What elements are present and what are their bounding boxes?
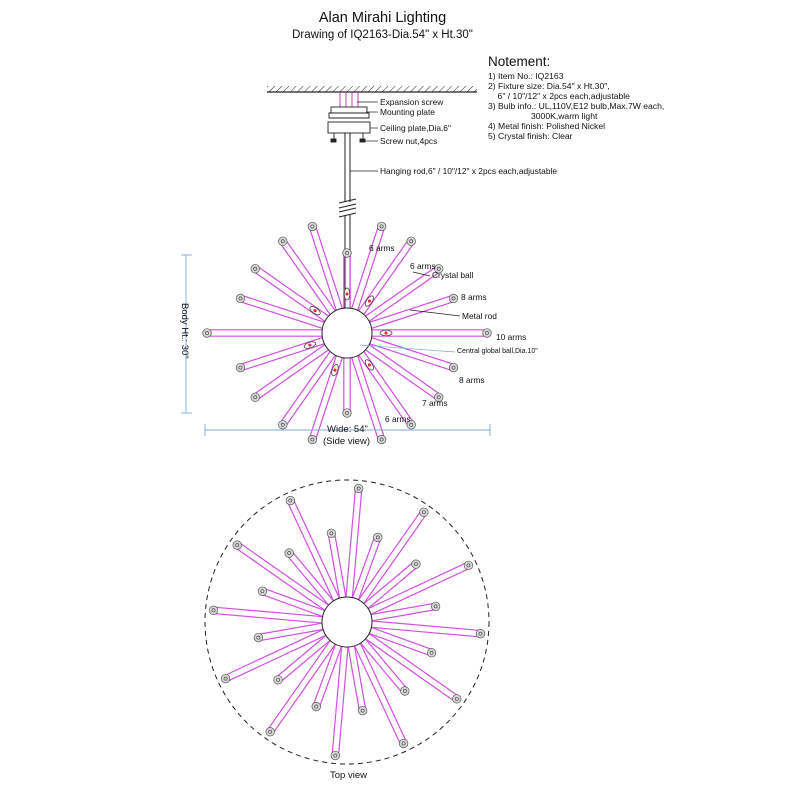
crystal-ball (377, 222, 386, 231)
label-body-height: Body Ht.: 30" (179, 303, 190, 359)
note-line: 1) Item No.: IQ2163 (488, 71, 564, 81)
label-arms-8-lower: 8 arms (459, 375, 485, 385)
crystal-ball (251, 264, 260, 273)
crystal-ball (343, 409, 352, 418)
label-arms-upper: 6 arms (410, 261, 436, 271)
crystal-ball (266, 727, 275, 736)
label-central-ball: Central global ball,Dia.10" (457, 348, 538, 355)
crystal-ball (412, 560, 421, 569)
crystal-ball (358, 706, 367, 715)
notes-title: Notement: (488, 54, 551, 69)
crystal-ball (407, 237, 416, 246)
crystal-ball (483, 329, 492, 338)
label-width: Wide: 54" (327, 424, 368, 435)
side-arm (366, 345, 443, 402)
crystal-ball (203, 329, 212, 338)
top-arm (274, 632, 334, 684)
top-arm (209, 606, 327, 623)
label-arms-10: 10 arms (496, 332, 527, 342)
label-hanging-rod: Hanging rod,6" / 10"/12" x 2pcs each,adjustable (380, 166, 557, 176)
crystal-ball (354, 484, 363, 493)
label-screw-nut: Screw nut,4pcs (380, 136, 438, 146)
crystal-ball (399, 739, 408, 748)
top-arm (285, 549, 337, 609)
top-arm (365, 626, 436, 657)
crystal-ball (233, 541, 242, 550)
crystal-ball (308, 435, 317, 444)
crystal-ball (420, 508, 429, 517)
side-arm (343, 358, 352, 417)
crystal-ball (221, 674, 230, 683)
top-arm (346, 484, 363, 602)
drawing-subtitle: Drawing of IQ2163-Dia.54" x Ht.30" (292, 29, 473, 41)
label-arms-top: 6 arms (369, 243, 395, 253)
side-arm (372, 329, 491, 338)
crystal-ball (236, 294, 245, 303)
side-arm (343, 249, 352, 308)
top-arm (360, 560, 420, 612)
note-line: 6" / 10"/12" x 2pcs each,adjustable (488, 91, 630, 101)
drawing-title: Alan Mirahi Lighting (318, 10, 447, 26)
label-crystal-ball: Crystal ball (432, 270, 474, 280)
label-expansion-screw: Expansion screw (380, 97, 444, 107)
crystal-ball (373, 533, 382, 542)
top-arm (258, 587, 329, 618)
side-arm (203, 329, 322, 338)
label-arms-bottom: 6 arms (385, 414, 411, 424)
label-mounting-plate: Mounting plate (380, 107, 435, 117)
crystal-ball (312, 702, 321, 711)
side-arm (251, 264, 328, 321)
crystal-ball (285, 549, 294, 558)
crystal-ball (449, 294, 458, 303)
side-arm (278, 237, 335, 314)
crystal-ball (343, 249, 352, 258)
top-arm (357, 635, 409, 695)
crystal-ball (476, 629, 485, 638)
crystal-ball (331, 751, 340, 760)
crystal-ball (464, 561, 473, 570)
top-arm (331, 642, 348, 760)
top-arm (367, 621, 485, 638)
crystal-ball (449, 363, 458, 372)
crystal-ball (278, 237, 287, 246)
crystal-ball (431, 602, 440, 611)
crystal-ball (286, 496, 295, 505)
label-top-view: Top view (330, 770, 367, 781)
note-line: 3) Bulb info.: UL,110V,E12 bulb,Max.7W each, (488, 101, 665, 111)
mounting-hardware (328, 92, 370, 142)
crystal-ball (274, 676, 283, 685)
hanging-rod (339, 133, 356, 312)
ceiling (267, 86, 477, 92)
crystal-ball (254, 633, 263, 642)
crystal-ball (401, 687, 410, 696)
top-central-ball (322, 597, 372, 647)
note-line: 3000K,warm light (488, 111, 598, 121)
label-arms-7: 7 arms (422, 398, 448, 408)
crystal-ball (452, 695, 461, 704)
note-line: 4) Metal finish: Polished Nickel (488, 121, 606, 131)
crystal-ball (327, 529, 336, 538)
top-arm (312, 640, 343, 711)
crystal-ball (308, 222, 317, 231)
note-line: 2) Fixture size: Dia.54" x Ht.30", (488, 81, 610, 91)
crystal-ball (377, 435, 386, 444)
crystal-ball (258, 587, 267, 596)
crystal-ball (236, 363, 245, 372)
crystal-ball (251, 393, 260, 402)
label-side-view: (Side view) (323, 436, 370, 447)
crystal-ball (209, 606, 218, 615)
note-line: 5) Crystal finish: Clear (488, 131, 573, 141)
crystal-ball (427, 648, 436, 657)
side-leaders (360, 272, 460, 352)
label-metal-rod: Metal rod (462, 311, 497, 321)
top-arm (351, 533, 382, 604)
label-ceiling-plate: Ceiling plate,Dia.6" (380, 123, 451, 133)
side-arm (251, 345, 328, 402)
side-central-ball (322, 308, 372, 358)
crystal-ball (278, 420, 287, 429)
side-arm (278, 352, 335, 429)
label-arms-8-upper: 8 arms (461, 292, 487, 302)
